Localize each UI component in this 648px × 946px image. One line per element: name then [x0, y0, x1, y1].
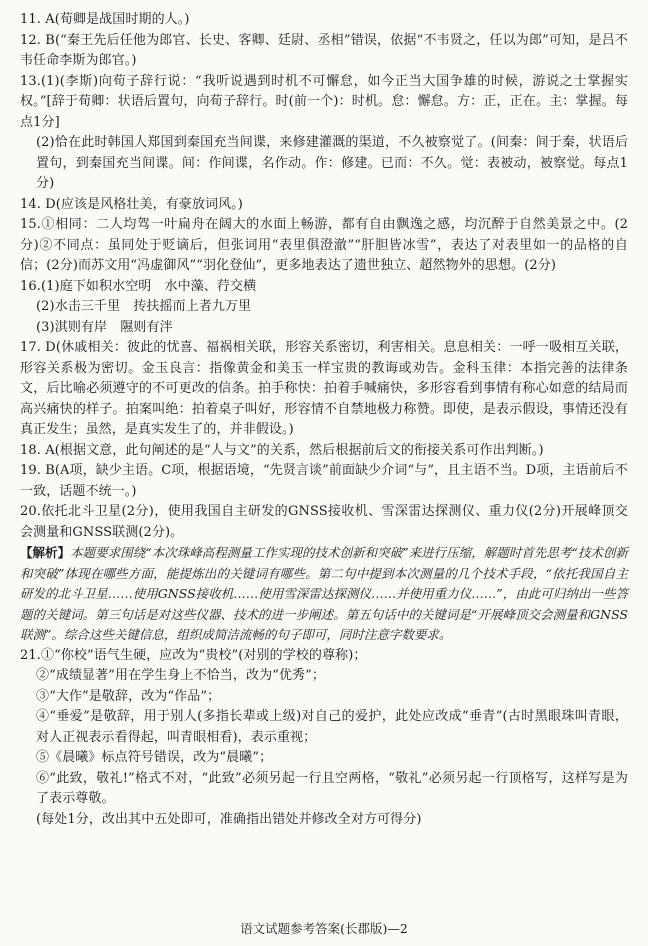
answer-item-q21c: ③“大作”是敬辞，改为“作品”；	[36, 688, 221, 704]
answer-item-q19: 19. B(A项，缺少主语。C项，根据语境，“先贤言谈”前面缺少介词“与”，且主语不当。D项，主语前后不一致，话题不统一。)	[20, 463, 628, 499]
answer-item-q21b: ②“成绩显著”用在学生身上不恰当，改为“优秀”；	[36, 668, 325, 683]
answer-list-21	[20, 646, 628, 831]
answer-item-q13: 13.(1)(李斯)向荀子辞行说：“我听说遇到时机不可懈怠，如今正当大国争雄的时候，游说之士掌握实权。”[辞于荀卿：状语后置句，向荀子辞行。时(前一个)：时机。怠：懈怠。方：正，正在。主：掌握。每点1分]	[20, 73, 628, 130]
page-footer: 语文试题参考答案(长郡版)—2	[240, 921, 408, 936]
answer-item-q13b: (2)恰在此时韩国人郑国到秦国充当间谍，来修建灌溉的渠道，不久被察觉了。(间秦：间于秦，状语后置句，到秦国充当间谍。间：作间谍，名作动。作：修建。已而：不久。觉：表被动，被察觉。每点1分)	[36, 135, 628, 191]
answer-item-q16b: (2)水击三千里 抟扶摇而上者九万里	[36, 299, 252, 314]
analysis-label: 【解析】	[20, 545, 71, 560]
answer-item-q21d: ④“垂爱”是敬辞，用于别人(多指长辈或上级)对自己的爱护，此处应改成“垂青”(古时黑眼珠叫青眼，对人正视表示看得起，叫青眼相看)，表示重视；	[36, 709, 628, 745]
answer-item-q21g: (每处1分，改出其中五处即可，准确指出错处并修改全对方可得分)	[36, 811, 422, 827]
analysis-paragraph	[20, 543, 628, 646]
answer-item-q14: 14. D(应该是风格壮美，有豪放词风。)	[20, 196, 243, 212]
answer-item-q11: 11. A(荀卿是战国时期的人。)	[20, 12, 190, 27]
answer-item-q21f: ⑥“此致，敬礼!”格式不对，“此致”必须另起一行且空两格，“敬礼”必须另起一行顶格写，这样写是为了表示尊敬。	[36, 770, 628, 806]
answer-item-q21e: ⑤《晨曦》标点符号错误，改为“晨曦”；	[36, 750, 273, 765]
answer-item-q20: 20.依托北斗卫星(2分)，使用我国自主研发的GNSS接收机、雪深雷达探测仪、重力仪(2分)开展峰顶交会测量和GNSS联测(2分)。	[20, 504, 628, 540]
answer-item-q18: 18. A(根据文意，此句阐述的是“人与文”的关系，然后根据前后文的衔接关系可作出判断。)	[20, 442, 544, 458]
answer-item-q12: 12. B(“秦王先后任他为郎官、长史、客卿、廷尉、丞相”错误，依据“不韦贤之，任以为郎”可知，是吕不韦任命李斯为郎官。)	[20, 32, 628, 68]
answer-item-q21a: 21.①“你校”语气生硬，应改为“贵校”(对别的学校的尊称)；	[20, 647, 367, 663]
answer-item-q16c: (3)淇则有岸 隰则有泮	[36, 319, 173, 335]
answer-item-q15: 15.①相同：二人均驾一叶扁舟在阔大的水面上畅游，都有自由飘逸之感，均沉醉于自然美景之中。(2分)②不同点：虽同处于贬谪后，但张词用“表里俱澄澈”“肝胆皆冰雪”，表达了对表里如一的品格的自信；(2分)而苏文用“冯虚御风”“羽化登仙”，更多地表达了遗世独立、超然物外的思想。(2分)	[20, 217, 628, 273]
answer-list	[20, 10, 628, 543]
analysis-text: 本题要求围绕“本次珠峰高程测量工作实现的技术创新和突破”来进行压缩，解题时首先思考“技术创新和突破”体现在哪些方面，能提炼出的关键词有哪些。第二句中提到本次测量的几个技术手段，“依托我国自主研发的北斗卫星……使用GNSS接收机……使用雪深雷达探测仪……并使用重力仪……”，由此可归纳出一些答题的关键词。第三句话是对这些仪器、技术的进一步阐述。第五句话中的关键词是“开展峰顶交会测量和GNSS联测”。综合这些关键信息，组织成简洁流畅的句子即可，同时注意字数要求。	[20, 545, 628, 642]
answer-item-q16a: 16.(1)庭下如积水空明 水中藻、荇交横	[20, 278, 257, 294]
answer-item-q17: 17. D(休戚相关：彼此的忧喜、福祸相关联，形容关系密切，利害相关。息息相关：一呼一吸相互关联，形容关系极为密切。金玉良言：指像黄金和美玉一样宝贵的教诲或劝告。金科玉律：本指完善的法律条文，后比喻必须遵守的不可更改的信条。拍手称快：拍着手喊痛快，多形容看到事情有称心如意的结局而高兴痛快的样子。拍案叫绝：拍着桌子叫好，形容情不自禁地极力称赞。即使，是表示假设，事情还没有真正发生；虽然，是真实发生了的，并非假设。)	[20, 340, 628, 437]
